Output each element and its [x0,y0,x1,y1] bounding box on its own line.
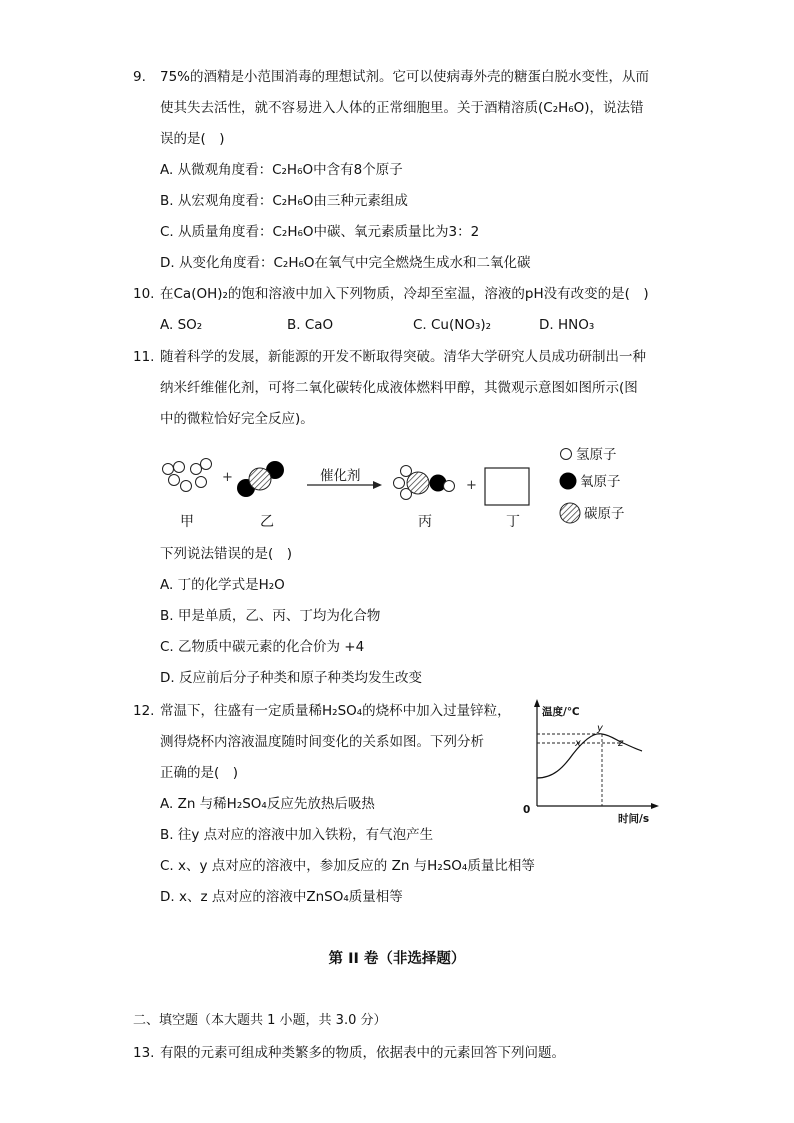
q10-stem: 在Ca(OH)₂的饱和溶液中加入下列物质，冷却至室温，溶液的pH没有改变的是( ) [160,286,649,302]
part-2-heading: 二、填空题（本大题共 1 小题，共 3.0 分） [133,1013,387,1028]
q9-option-d: D. 从变化角度看：C₂H₆O在氧气中完全燃烧生成水和二氧化碳 [160,255,531,271]
q12-number: 12. [133,703,155,719]
label-jia: 甲 [180,514,194,530]
q12-option-b: B. 往y 点对应的溶液中加入铁粉，有气泡产生 [160,827,434,843]
x-axis-arrowhead [651,803,659,809]
point-x-label: x [575,738,581,749]
q11-stem-line2: 纳米纤维催化剂，可将二氧化碳转化成液体燃料甲醇，其微观示意图如图所示(图 [160,380,638,396]
q11-option-c: C. 乙物质中碳元素的化合价为 +4 [160,639,365,655]
q13-number: 13. [133,1045,155,1061]
q9-option-c: C. 从质量角度看：C₂H₆O中碳、氧元素质量比为3：2 [160,224,480,240]
legend-oxygen-label: 氧原子 [580,474,621,490]
q9-option-a: A. 从微观角度看：C₂H₆O中含有8个原子 [160,162,403,178]
y-axis-label: 温度/℃ [542,706,580,718]
q12-option-d: D. x、z 点对应的溶液中ZnSO₄质量相等 [160,889,403,905]
plus-sign-1: + [222,470,233,485]
q10-option-c: C. Cu(NO₃)₂ [413,317,492,333]
q12-stem-line3: 正确的是( ) [160,765,239,781]
product-ding-box [485,468,529,505]
legend-hydrogen-label: 氢原子 [576,447,617,463]
q9-stem-line1: 75%的酒精是小范围消毒的理想试剂。它可以使病毒外壳的糖蛋白脱水变性，从而 [160,69,650,85]
legend-oxygen-icon [560,473,577,490]
legend-carbon-label: 碳原子 [584,506,625,522]
legend-carbon-icon [560,503,580,523]
section-2-title: 第 II 卷（非选择题） [328,951,466,967]
q9-option-b: B. 从宏观角度看：C₂H₆O由三种元素组成 [160,193,408,209]
q11-stem-line3: 中的微粒恰好完全反应)。 [160,411,314,427]
q11-number: 11. [133,349,155,365]
q10-number: 10. [133,286,155,302]
reaction-microscopic-diagram [150,440,650,535]
label-ding: 丁 [506,514,520,530]
q10-option-d: D. HNO₃ [539,317,595,333]
q10-option-b: B. CaO [287,317,334,333]
reactant-yi-molecule [237,461,284,497]
q11-question-stem: 下列说法错误的是( ) [160,546,293,562]
q13-stem: 有限的元素可组成种类繁多的物质，依据表中的元素回答下列问题。 [160,1045,565,1061]
x-axis-label: 时间/s [618,813,650,825]
q11-option-d: D. 反应前后分子种类和原子种类均发生改变 [160,670,422,686]
catalyst-label: 催化剂 [320,468,361,484]
temperature-time-graph [518,696,668,828]
q9-stem-line2: 使其失去活性，就不容易进入人体的正常细胞里。关于酒精溶质(C₂H₆O)，说法错 [160,100,644,116]
origin-label: 0 [523,804,531,816]
plus-sign-2: + [466,478,477,493]
q12-stem-line2: 测得烧杯内溶液温度随时间变化的关系如图。下列分析 [160,734,484,750]
point-z-label: z [618,738,624,749]
q11-option-b: B. 甲是单质，乙、丙、丁均为化合物 [160,608,381,624]
q11-option-a: A. 丁的化学式是H₂O [160,577,285,593]
label-bing: 丙 [418,514,432,530]
legend-hydrogen-icon [561,449,572,460]
y-axis-arrowhead [534,699,540,707]
reactant-jia-molecules [163,459,212,492]
q12-stem-line1: 常温下，往盛有一定质量稀H₂SO₄的烧杯中加入过量锌粒， [160,703,511,719]
q12-option-c: C. x、y 点对应的溶液中，参加反应的 Zn 与H₂SO₄质量比相等 [160,858,535,874]
q11-stem-line1: 随着科学的发展，新能源的开发不断取得突破。清华大学研究人员成功研制出一种 [160,349,646,365]
q9-stem-line3: 误的是( ) [160,131,225,147]
reaction-arrowhead [373,481,382,489]
label-yi: 乙 [260,514,274,530]
point-y-label: y [597,723,603,734]
product-bing-molecule [394,466,455,500]
q9-number: 9. [133,69,146,85]
q10-option-a: A. SO₂ [160,317,203,333]
temperature-curve [537,734,642,778]
q12-option-a: A. Zn 与稀H₂SO₄反应先放热后吸热 [160,796,375,812]
